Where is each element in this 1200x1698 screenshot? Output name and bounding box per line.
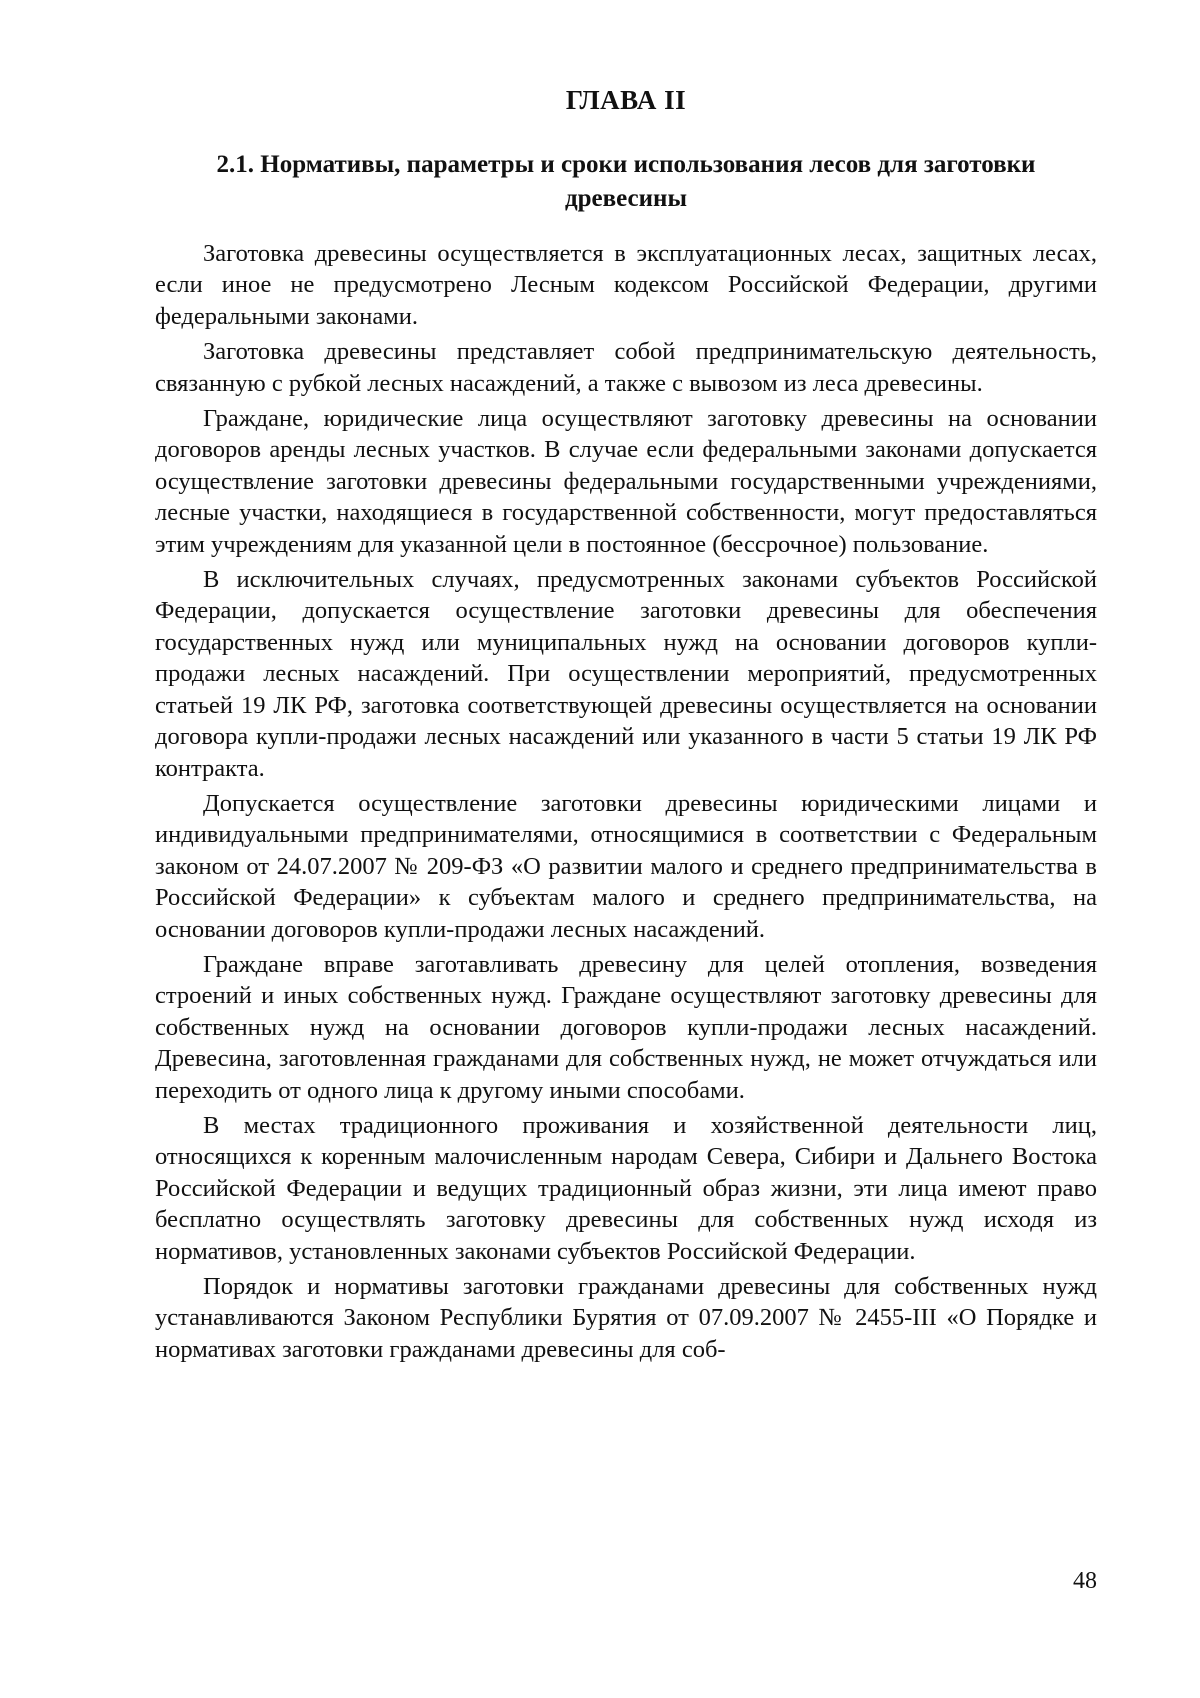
chapter-title: ГЛАВА II [565,85,687,115]
paragraph: Заготовка древесины представляет собой предпринимательскую деятельность, связанную с рубкой лесных насаждений, а также с вывозом из леса древесины. [155,338,1097,397]
paragraph: В местах традиционного проживания и хозяйственной деятельности лиц, относящихся к коренным малочисленным народам Севера, Сибири и Дальнего Востока Российской Федерации и ведущих традиционный образ жизни, эти лица имеют право бесплатно осуществлять заготовку древесины для собственных нужд исходя из нормативов, установленных законами субъектов Российской Федерации. [155,1111,1097,1265]
paragraph: В исключительных случаях, предусмотренных законами субъектов Российской Федерации, допускается осуществление заготовки древесины для обеспечения государственных нужд или муниципальных нужд на основании договоров купли-продажи лесных насаждений. При осуществлении мероприятий, предусмотренных статьей 19 ЛК РФ, заготовка соответствующей древесины осуществляется на основании договора купли-продажи лесных насаждений или указанного в части 5 статьи 19 ЛК РФ контракта. [155,566,1097,782]
paragraph: Порядок и нормативы заготовки гражданами древесины для собственных нужд устанавливаются Законом Республики Бурятия от 07.09.2007 № 2455-III «О Порядке и нормативах заготовки гражданами древесины для соб- [155,1273,1097,1363]
section-title-line-1: 2.1. Нормативы, параметры и сроки использования лесов для заготовки [216,151,1036,178]
paragraph: Заготовка древесины осуществляется в эксплуатационных лесах, защитных лесах, если иное не предусмотрено Лесным кодексом Российской Федерации, другими федеральными законами. [155,240,1097,330]
section-title [155,148,1097,216]
paragraph: Граждане, юридические лица осуществляют заготовку древесины на основании договоров аренды лесных участков. В случае если федеральными законами допускается осуществление заготовки древесины федеральными государственными учреждениями, лесные участки, находящиеся в государственной собственности, могут предоставляться этим учреждениям для указанной цели в постоянное (бессрочное) пользование. [155,405,1097,558]
body-text [155,238,1097,1365]
section-title-line-2: древесины [565,185,687,212]
paragraph: Граждане вправе заготавливать древесину для целей отопления, возведения строений и иных собственных нужд. Граждане осуществляют заготовку древесины для собственных нужд на основании договоров купли-продажи лесных насаждений. Древесина, заготовленная гражданами для собственных нужд, не может отчуждаться или переходить от одного лица к другому иными способами. [155,950,1097,1104]
paragraph: Допускается осуществление заготовки древесины юридическими лицами и индивидуальными предпринимателями, относящимися в соответствии с Федеральным законом от 24.07.2007 № 209-ФЗ «О развитии малого и среднего предпринимательства в Российской Федерации» к субъектам малого и среднего предпринимательства, на основании договоров купли-продажи лесных насаждений. [155,789,1097,943]
document-page [155,82,1097,1682]
page-number: 48 [1073,1568,1097,1594]
